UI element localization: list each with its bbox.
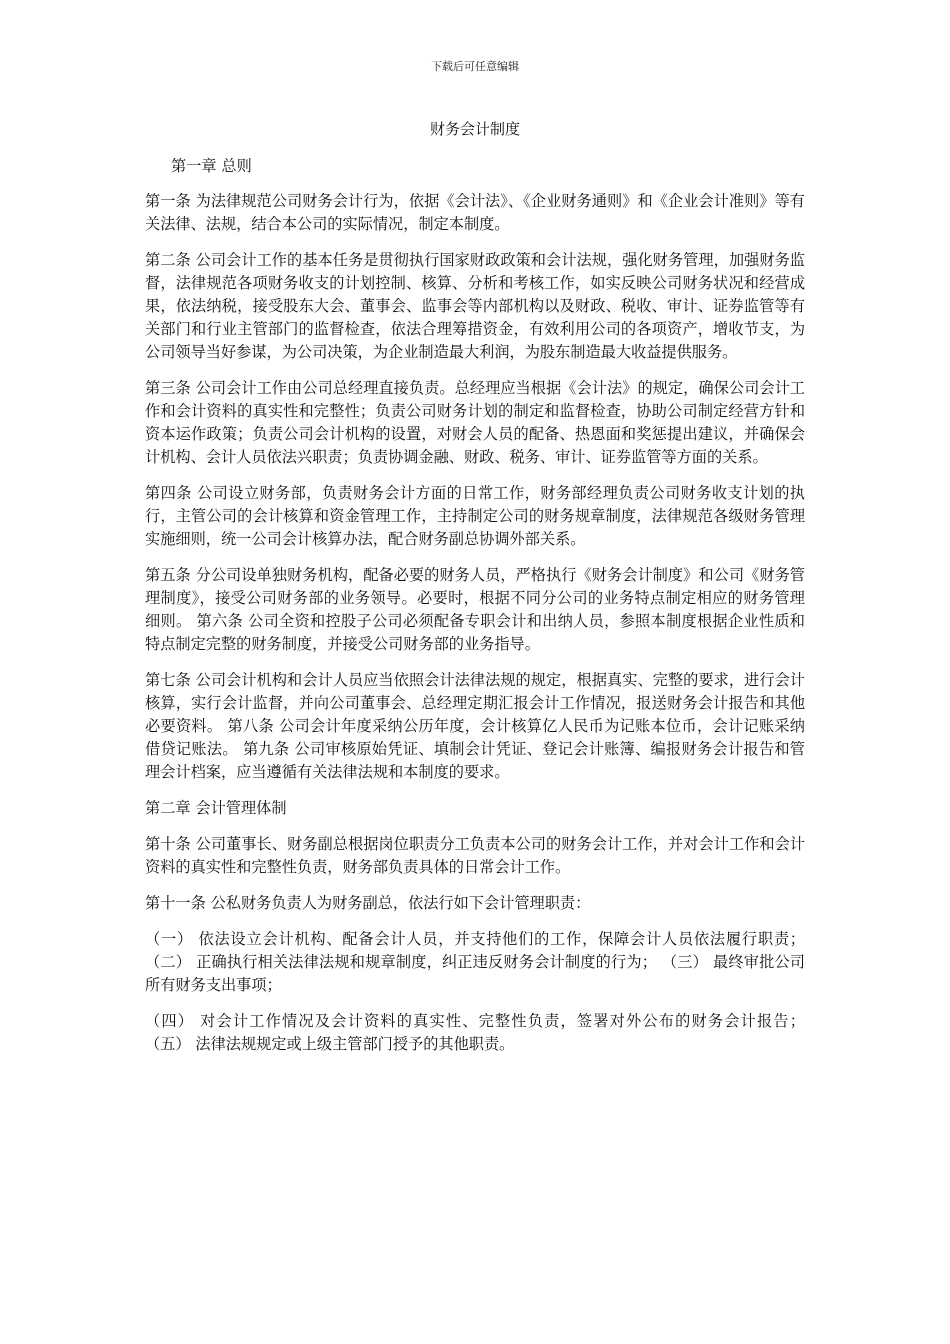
document-body <box>145 155 805 1069</box>
header-note: 下载后可任意编辑 <box>431 60 519 73</box>
article-paragraph: 第十条 公司董事长、财务副总根据岗位职责分工负责本公司的财务会计工作，并对会计工作和会计资料的真实性和完整性负责，财务部负责具体的日常会计工作。 <box>145 835 805 876</box>
article-paragraph: 第一条 为法律规范公司财务会计行为，依据《会计法》、《企业财务通则》和《企业会计准则》等有关法律、法规，结合本公司的实际情况，制定本制度。 <box>145 192 805 233</box>
chapter-heading: 第二章 会计管理体制 <box>145 799 287 817</box>
document-title: 财务会计制度 <box>429 120 520 138</box>
article-paragraph: 第四条 公司设立财务部，负责财务会计方面的日常工作，财务部经理负责公司财务收支计划的执行，主管公司的会计核算和资金管理工作，主持制定公司的财务规章制度，法律规范各级财务管理实施细则，统一公司会计核算办法，配合财务副总协调外部关系。 <box>145 484 805 548</box>
article-paragraph: 第十一条 公私财务负责人为财务副总，依法行如下会计管理职责： <box>145 894 591 912</box>
duty-list-paragraph: （四） 对会计工作情况及会计资料的真实性、完整性负责，签署对外公布的财务会计报告； （五） 法律法规规定或上级主管部门授予的其他职责。 <box>145 1012 805 1053</box>
duty-list-paragraph: （一） 依法设立会计机构、配备会计人员，并支持他们的工作，保障会计人员依法履行职责； （二） 正确执行相关法律法规和规章制度，纠正违反财务会计制度的行为； （三） 最终审批公司所有财务支出事项； <box>145 930 805 994</box>
article-paragraph: 第三条 公司会计工作由公司总经理直接负责。总经理应当根据《会计法》的规定，确保公司会计工作和会计资料的真实性和完整性；负责公司财务计划的制定和监督检查，协助公司制定经营方针和资本运作政策；负责公司会计机构的设置，对财会人员的配备、热恩面和奖惩提出建议，并确保会计机构、会计人员依法兴职责；负责协调金融、财政、税务、审计、证券监管等方面的关系。 <box>145 379 805 466</box>
article-paragraph: 第二条 公司会计工作的基本任务是贯彻执行国家财政政策和会计法规，强化财务管理，加强财务监督，法律规范各项财务收支的计划控制、核算、分析和考核工作，如实反映公司财务状况和经营成果，依法纳税，接受股东大会、董事会、监事会等内部机构以及财政、税收、审计、证券监管等有关部门和行业主管部门的监督检查，依法合理筹措资金，有效利用公司的各项资产，增收节支，为公司领导当好参谋，为公司决策，为企业制造最大利润，为股东制造最大收益提供服务。 <box>145 251 805 361</box>
chapter-heading: 第一章 总则 <box>171 157 252 175</box>
article-paragraph: 第五条 分公司设单独财务机构，配备必要的财务人员，严格执行《财务会计制度》和公司《财务管理制度》，接受公司财务部的业务领导。必要时，根据不同分公司的业务特点制定相应的财务管理细则。 第六条 公司全资和控股子公司必须配备专职会计和出纳人员，参照本制度根据企业性质和特点制定完整的财务制度，并接受公司财务部的业务指导。 <box>145 566 805 653</box>
article-paragraph: 第七条 公司会计机构和会计人员应当依照会计法律法规的规定，根据真实、完整的要求，进行会计核算，实行会计监督，并向公司董事会、总经理定期汇报会计工作情况，报送财务会计报告和其他必要资料。 第八条 公司会计年度采纳公历年度，会计核算亿人民币为记账本位币，会计记账采纳借贷记账法。 第九条 公司审核原始凭证、填制会计凭证、登记会计账簿、编报财务会计报告和管理会计档案，应当遵循有关法律法规和本制度的要求。 <box>145 671 805 781</box>
